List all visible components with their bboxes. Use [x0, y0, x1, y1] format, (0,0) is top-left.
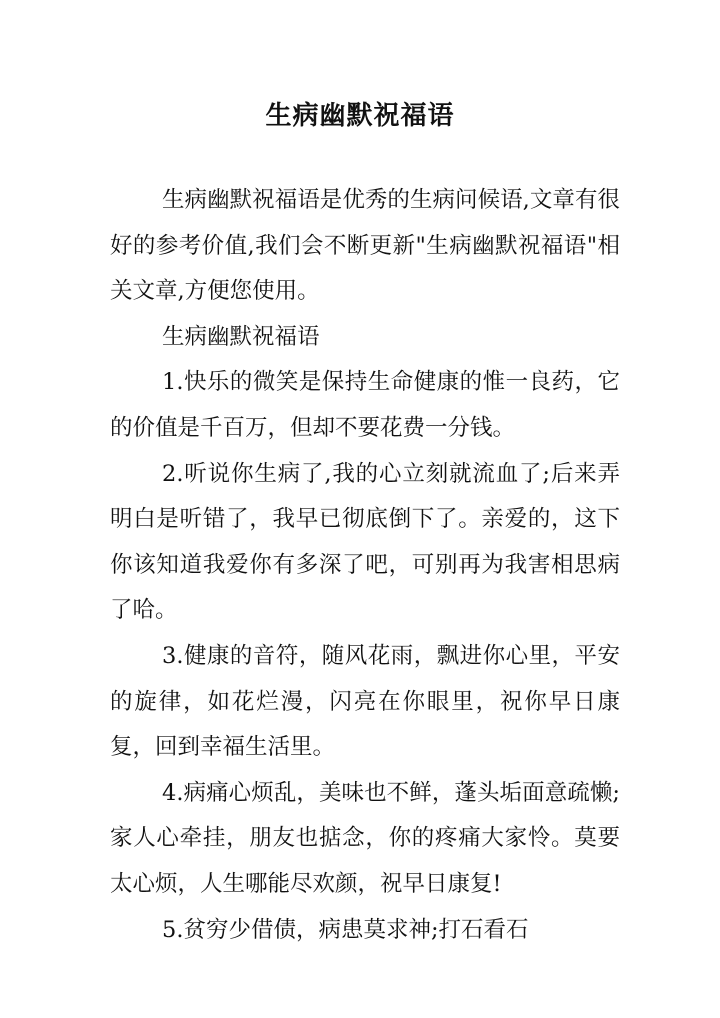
- blessing-item-1: 1.快乐的微笑是保持生命健康的惟一良药，它的价值是千百万，但却不要花费一分钱。: [110, 369, 620, 441]
- blessing-item-5: 5.贫穷少借债，病患莫求神;打石看石: [162, 916, 529, 943]
- document-title: 生病幽默祝福语: [265, 101, 455, 131]
- blessing-item-2: 2.听说你生病了,我的心立刻就流血了;后来弄明白是听错了，我早已彻底倒下了。亲爱的，这下你该知道我爱你有多深了吧，可别再为我害相思病了哈。: [110, 460, 620, 624]
- document-body: [110, 178, 620, 953]
- section-heading: 生病幽默祝福语: [162, 323, 320, 350]
- blessing-item-3: 3.健康的音符，随风花雨，飘进你心里，平安的旋律，如花烂漫，闪亮在你眼里，祝你早日康复，回到幸福生活里。: [110, 642, 620, 761]
- blessing-item-4: 4.病痛心烦乱，美味也不鲜，蓬头垢面意疏懒;家人心牵挂，朋友也掂念，你的疼痛大家怜。莫要太心烦，人生哪能尽欢颜，祝早日康复!: [110, 779, 620, 897]
- intro-paragraph: 生病幽默祝福语是优秀的生病问候语,文章有很好的参考价值,我们会不断更新"生病幽默祝福语"相关文章,方便您使用。: [110, 187, 620, 305]
